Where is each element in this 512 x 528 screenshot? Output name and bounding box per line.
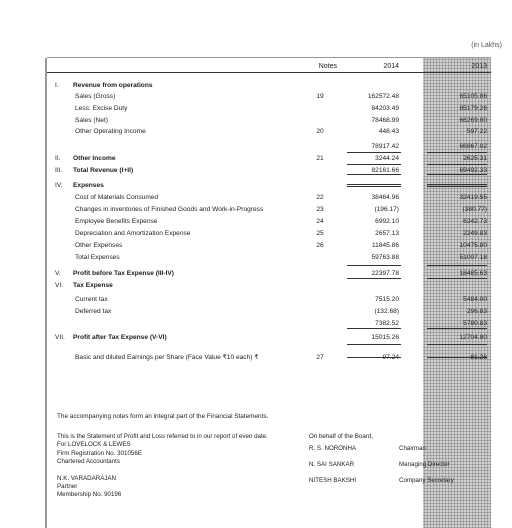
board-member-role: Managing Director xyxy=(399,461,450,468)
sum-rule xyxy=(347,184,401,185)
auditor-line xyxy=(57,467,268,475)
board-member-role: Company Secretary xyxy=(399,477,454,484)
sum-rule xyxy=(427,184,487,185)
sum-rule xyxy=(427,164,487,165)
row-label: Sales (Gross) xyxy=(75,93,116,100)
row-label: Profit after Tax Expense (V-VI) xyxy=(73,334,167,341)
sum-rule xyxy=(427,344,487,345)
row-current-value: (132.68) xyxy=(374,308,399,315)
auditor-line: This is the Statement of Profit and Loss referred to in our report of even date. xyxy=(57,433,268,440)
sum-rule xyxy=(347,174,401,175)
auditor-block xyxy=(57,433,268,500)
board-member-row xyxy=(309,461,489,477)
row-current-value: 38464.96 xyxy=(371,194,399,201)
row-current-value: 162572.48 xyxy=(367,93,399,100)
col-previous-header: 2013 xyxy=(471,63,487,70)
statement-row xyxy=(47,204,491,216)
statement-row xyxy=(47,306,491,318)
sum-rule xyxy=(427,186,487,187)
row-current-value: 78917.42 xyxy=(371,143,399,150)
board-member-name: NITESH BAKSHI xyxy=(309,477,357,484)
row-label: Revenue from operations xyxy=(73,82,153,89)
board-member-name: N. SAI SANKAR xyxy=(309,461,355,468)
row-current-value: 84203.49 xyxy=(371,105,399,112)
sum-rule xyxy=(347,328,401,329)
row-previous-value: 2625.31 xyxy=(463,155,487,162)
row-note: 26 xyxy=(316,242,324,249)
sum-rule xyxy=(427,278,487,279)
row-number: VI. xyxy=(55,282,64,289)
row-note: 20 xyxy=(316,128,324,135)
row-label: Expenses xyxy=(73,182,104,189)
statement-row xyxy=(47,126,491,138)
statement-row xyxy=(47,318,491,330)
row-note: 22 xyxy=(316,194,324,201)
row-label: Total Revenue (I+II) xyxy=(73,167,134,174)
row-previous-value: 5780.83 xyxy=(463,320,487,327)
row-label: Other Income xyxy=(73,155,116,162)
row-label: Cost of Materials Consumed xyxy=(75,194,159,201)
statement-row xyxy=(47,252,491,264)
row-previous-value: 85179.26 xyxy=(459,105,487,112)
sum-rule xyxy=(347,152,401,153)
sum-rule xyxy=(427,357,487,358)
row-previous-value: 5484.00 xyxy=(463,296,487,303)
row-current-value: 97.24 xyxy=(382,354,399,361)
statement-row xyxy=(47,153,491,165)
sum-rule xyxy=(347,278,401,279)
row-previous-value: 597.22 xyxy=(466,128,487,135)
row-previous-value: 65105.86 xyxy=(459,93,487,100)
row-current-value: 59763.88 xyxy=(371,254,399,261)
row-number: II. xyxy=(55,155,61,162)
col-current-header: 2014 xyxy=(383,63,399,70)
statement-row xyxy=(47,294,491,306)
statement-row xyxy=(47,180,491,192)
row-previous-value: 32419.55 xyxy=(459,194,487,201)
row-note: 23 xyxy=(316,206,324,213)
row-label: Depreciation and Amortization Expense xyxy=(75,230,191,237)
page-corner-note: (in Lakhs) xyxy=(471,42,502,49)
row-number: I. xyxy=(55,82,59,89)
row-label: Employee Benefits Expense xyxy=(75,218,158,225)
row-label: Current tax xyxy=(75,296,108,303)
row-current-value: (196.17) xyxy=(374,206,399,213)
row-previous-value: 66867.02 xyxy=(459,143,487,150)
row-previous-value: (380.77) xyxy=(462,206,487,213)
row-previous-value: 6242.73 xyxy=(463,218,487,225)
board-member-row xyxy=(309,477,489,493)
row-number: IV. xyxy=(55,182,63,189)
row-previous-value: 10475.80 xyxy=(459,242,487,249)
board-member-row xyxy=(309,445,489,461)
row-current-value: 22397.78 xyxy=(371,270,399,277)
board-member-role: Chairman xyxy=(399,445,426,452)
row-label: Profit before Tax Expense (III-IV) xyxy=(73,270,175,277)
row-number: III. xyxy=(55,167,63,174)
row-note: 25 xyxy=(316,230,324,237)
row-label: Total Expenses xyxy=(75,254,120,261)
header-divider xyxy=(47,72,491,73)
row-previous-value: 296.83 xyxy=(466,308,487,315)
row-current-value: 15015.26 xyxy=(371,334,399,341)
row-number: V. xyxy=(55,270,61,277)
auditor-line: For LOVELOCK & LEWES xyxy=(57,441,131,449)
sum-rule xyxy=(347,186,401,187)
row-current-value: 7515.20 xyxy=(375,296,399,303)
auditor-line: Chartered Accountants xyxy=(57,458,120,466)
row-previous-value: 69492.33 xyxy=(459,167,487,174)
board-member-name: R. S. NORONHA xyxy=(309,445,357,452)
row-current-value: 11845.86 xyxy=(371,242,399,249)
row-current-value: 7382.52 xyxy=(375,320,399,327)
row-previous-value: 2249.83 xyxy=(463,230,487,237)
sum-rule xyxy=(427,174,487,175)
row-label: Other Expenses xyxy=(75,242,123,249)
sum-rule xyxy=(347,357,401,358)
statement-row xyxy=(47,165,491,177)
sum-rule xyxy=(347,344,401,345)
row-label: Less: Excise Duty xyxy=(75,105,128,112)
row-label: Changes in inventories of Finished Goods and Work-in-Progress xyxy=(75,206,264,213)
footer-note: The accompanying notes form an integral part of the Financial Statements. xyxy=(57,413,269,420)
sum-rule xyxy=(427,328,487,329)
auditor-line: Partner xyxy=(57,483,78,491)
row-label: Tax Expense xyxy=(73,282,113,289)
statement-row xyxy=(47,91,491,103)
sum-rule xyxy=(347,265,401,266)
statement-row xyxy=(47,141,491,153)
auditor-line: Firm Registration No. 301056E xyxy=(57,449,142,457)
row-current-value: 6992.10 xyxy=(375,218,399,225)
row-current-value: 448.43 xyxy=(378,128,399,135)
row-current-value: 3244.24 xyxy=(375,155,399,162)
row-label: Sales (Net) xyxy=(75,117,108,124)
sum-rule xyxy=(427,152,487,153)
row-previous-value: 81.26 xyxy=(470,354,487,361)
row-current-value: 2657.13 xyxy=(375,230,399,237)
row-label: Other Operating Income xyxy=(75,128,146,135)
statement-row xyxy=(47,228,491,240)
auditor-line: N.K. VARADARAJAN xyxy=(57,474,117,482)
row-previous-value: 66269.80 xyxy=(459,117,487,124)
row-previous-value: 12704.80 xyxy=(459,334,487,341)
statement-row xyxy=(47,216,491,228)
row-current-value: 82161.66 xyxy=(371,167,399,174)
statement-row xyxy=(47,352,491,364)
statement-row xyxy=(47,332,491,344)
statement-row xyxy=(47,103,491,115)
sum-rule xyxy=(347,164,401,165)
sum-rule xyxy=(427,265,487,266)
auditor-line: Membership No. 90196 xyxy=(57,491,122,499)
row-label: Deferred tax xyxy=(75,308,112,315)
statement-row xyxy=(47,240,491,252)
row-previous-value: 51007.18 xyxy=(459,254,487,261)
statement-sheet xyxy=(47,58,491,528)
board-title: On behalf of the Board, xyxy=(309,433,373,440)
board-block xyxy=(309,433,489,493)
row-number: VII. xyxy=(55,334,65,341)
statement-row xyxy=(47,192,491,204)
row-note: 27 xyxy=(316,354,324,361)
row-note: 19 xyxy=(316,93,324,100)
row-previous-value: 18485.63 xyxy=(459,270,487,277)
row-label: Basic and diluted Earnings per Share (Face Value ₹10 each) ₹ xyxy=(75,354,259,361)
row-note: 24 xyxy=(316,218,324,225)
row-current-value: 78468.99 xyxy=(371,117,399,124)
statement-row xyxy=(47,280,491,292)
col-notes-header: Notes xyxy=(318,63,337,70)
row-note: 21 xyxy=(316,155,324,162)
statement-row xyxy=(47,268,491,280)
